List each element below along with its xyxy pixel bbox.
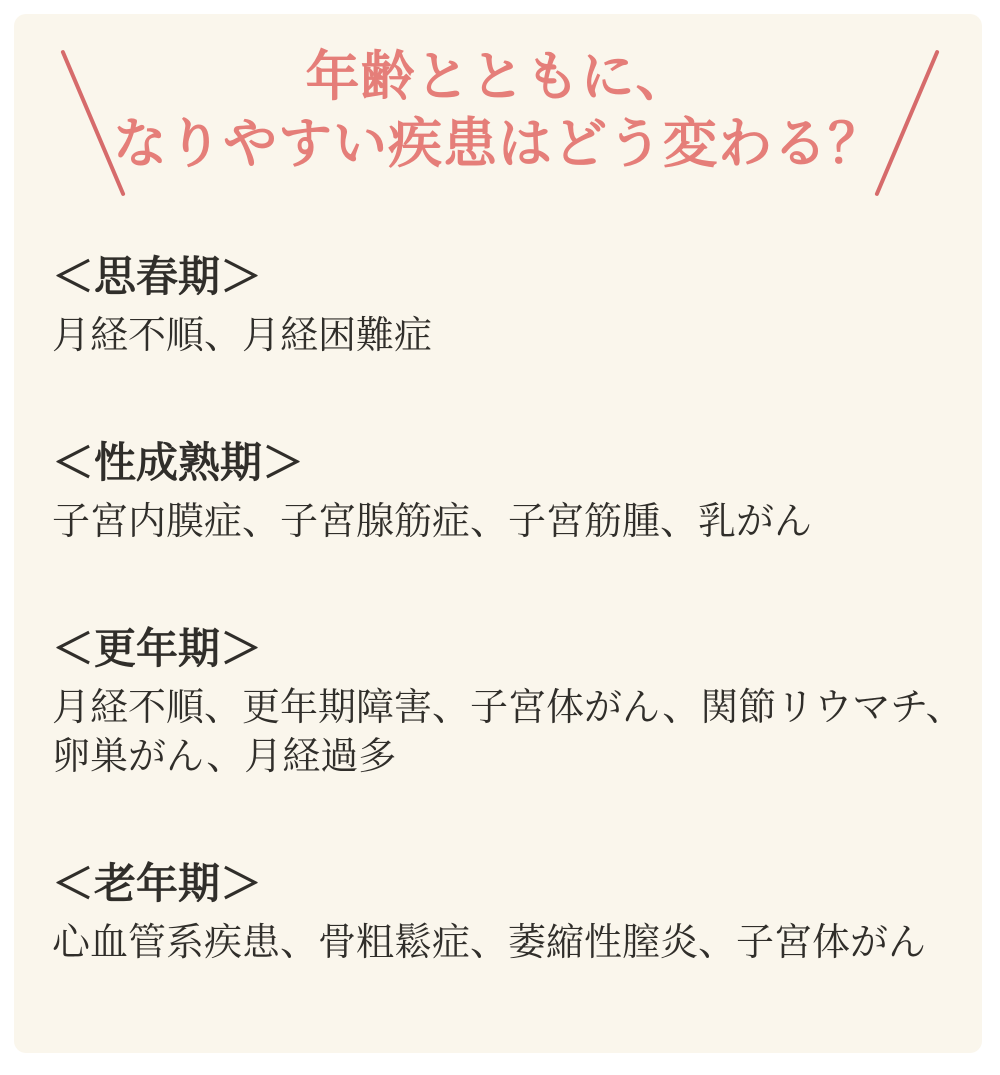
section-puberty <box>52 252 974 361</box>
section-heading-sexual-maturity: ＜性成熟期＞ <box>52 439 305 486</box>
section-diseases-menopause: 月経不順、更年期障害、子宮体がん、関節リウマチ、卵巣がん、月経過多 <box>52 687 964 778</box>
section-menopause <box>52 624 974 782</box>
page-title-line-1: 年齢とともに、 <box>305 47 691 107</box>
section-diseases-puberty: 月経不順、月経困難症 <box>52 315 433 357</box>
section-heading-menopause: ＜更年期＞ <box>52 625 263 672</box>
section-heading-old-age: ＜老年期＞ <box>52 860 263 907</box>
infographic-panel <box>14 14 982 1053</box>
section-diseases-sexual-maturity: 子宮内膜症、子宮腺筋症、子宮筋腫、乳がん <box>52 501 813 543</box>
section-heading-puberty: ＜思春期＞ <box>52 253 263 300</box>
sections-list <box>14 252 982 968</box>
section-sexual-maturity <box>52 438 974 547</box>
section-old-age <box>52 859 974 968</box>
page-title-line-2: なりやすい疾患はどう変わる？ <box>113 114 883 174</box>
title-block <box>14 14 982 178</box>
section-diseases-old-age: 心血管系疾患、骨粗鬆症、萎縮性膣炎、子宮体がん <box>52 922 927 964</box>
